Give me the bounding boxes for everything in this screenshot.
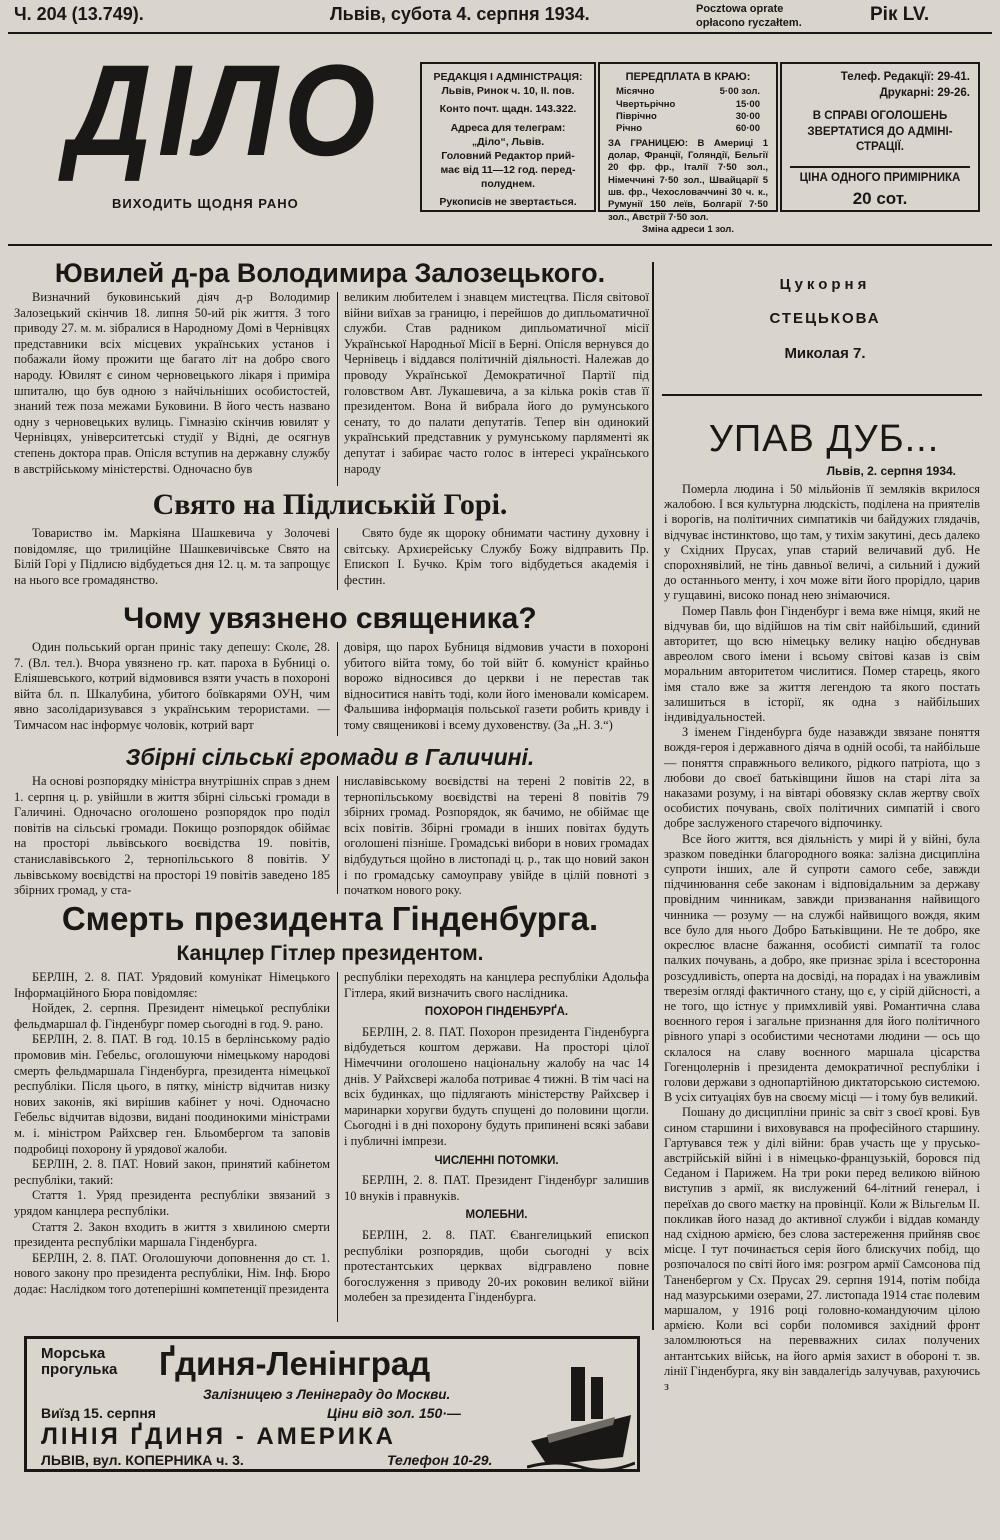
header-bottom-rule [8,244,992,246]
price-value: 20 сот. [852,189,908,209]
box-line: Головний Редактор прий- [441,149,575,162]
gromady-col-1 [14,774,330,898]
paragraph: БЕРЛІН, 2. 8. ПАТ. Похорон президента Гінденбурга відбудеться коштом держави. На просторі цілої Німеччини оголошено національну жалобу на час 14 днів. У Райхсвері жалоба потриває 4 тижні. В тім часі на всіх будинках, що підлягають міністерству Райхсвер і маринарки хоругви будуть спущені до половини щогли. Сьогодні і в дні похорону будуть припинені всякі забави і публичні імпрези. [344,1024,649,1148]
address-change: Зміна адреси 1 зол. [642,224,734,236]
rates-table [616,86,760,135]
sidebar-rule [662,394,982,396]
paragraph: З іменем Гінденбурга буде назавжди звязане поняття вождя-героя і державного діяча в одній особі, та найбільше — поняття справжнього великого, рідкого патріота, що з любови до своєї батьківщини йшов на старі літа за наказами розуму, і на вівтарі обовязку склав жертву своїх особистих почувань, своїх політичних симпатій і свого добре заслуженого старечого відпочинку. [664,725,980,831]
priest-col-2 [344,640,649,740]
volume-year: Рік LV. [870,4,930,25]
priest-title: Чому увязнено священика? [123,602,537,635]
ship-icon [527,1345,635,1469]
ad-route: Ґдиня-Ленінград [159,1345,431,1382]
pidlysky-col-2 [344,526,649,596]
zalozetsky-col-2 [344,290,649,490]
masthead: ДІЛО [66,38,382,184]
box-line: Львів, Ринок ч. 10, II. пов. [441,85,575,98]
rate-row [616,123,760,135]
zalozetsky-col-1 [14,290,330,490]
pidlysky-title: Свято на Підлиській Горі. [152,488,508,521]
phone-press: Друкарні: 29-26. [879,86,970,99]
abroad-rates: ЗА ГРАНИЦЕЮ: В Америці 1 долар, Франції, Голяндії, Бельгії 20 фр. фр., Італії 7·50 зол., Німеччині 7·50 зол., Швайцарії 5 шв. фр., Чехословаччині 30 ч. к., Румунії 150 леїв, Болгарії 7·50 зол., Австрії 7·50 зол. [608,137,768,223]
hindenburg-col-1 [14,970,330,1326]
postage-line-2: opłacono ryczałtem. [696,17,802,29]
section-head: ЧИСЛЕННІ ПОТОМКИ. [434,1154,559,1167]
rate-period: Чвертьрічно [616,98,676,110]
ad-rail: Залізницею з Ленінграду до Москви. [203,1387,451,1402]
box-line: полуднем. [481,178,535,191]
paragraph: Визначний буковинський діяч д-р Володимир Залозецький скінчив 18. липня 50-ий рік життя. З того приводу 27. м. м. зібралися в Народному Домі в Чернівцях представники всіх місцевих українських установ і побажали йому прожити ще багато літ на добро свого народу. Ювилят є сином черновецького лікаря і приміра шпиталю, що був одною з найчільніших особистостей, знаний теж поза межами Буковини. В його честь названо одну з черновецьких вулиць. Гімназію скінчив ювилят у Чернівцях, університетські студії у Відні, де осягнув степень доктора прав. Опісля вступив на державну службу в австрійському міністерстві. Одночасно був [14,290,330,476]
paragraph: Пошану до дисципліни приніс за світ з своєї крові. Був сином старшини і виховувався на професійного старшину. Гартувався теж у ділі війни: брав участь ще у прусько-австрійській війні і в німецько-французькій, боровся під Седаном і Парижем. На три роки перед великою війною виступив з армії, як вислужений 64-літний генерал, і переїхав до свого маєтку на провінції. Коли ж Вільгельм II. покликав його назад до активної служби і віддав команду над східною армією, без слова застереження прийняв своє місце. І тут починається серія його блискучих побід, що розпочалося по світі його імя: розгром армії Самсонова під Таненбергом у Сх. Прусах 29. серпня 1914, потім побіда над мазурськими озерами, 27. листопада 1914 стає полевим маршалом, у 1916 році головно-командуючим цілою армією. Коли всі сорби поломився західний фронт заломлюються на перевважних силах получених антантських військ, на його армія захист в обороні т. зв. лінії Гінденбурга, яку він завдалегідь залучував, рахуючись з [664,1105,980,1393]
column-rule [337,972,338,1322]
ad-phone: Телефон 10-29. [387,1452,493,1468]
price-label: ЦІНА ОДНОГО ПРИМІРНИКА [790,166,970,187]
zalozetsky-title: Ювилей д-ра Володимира Залозецького. [54,258,606,288]
issue-number: Ч. 204 (13.749). [14,4,144,24]
rate-row [616,111,760,123]
ad-cruise-2: прогулька [41,1361,118,1378]
cafe-ad-line-3: Миколая 7. [784,345,866,362]
paragraph: БЕРЛІН, 2. 8. ПАТ. Президент Гінденбург залишив 10 внуків і правнуків. [344,1173,649,1203]
section-head: ПОХОРОН ГІНДЕНБУРҐА. [424,1006,569,1019]
box-line: Рукописів не звертається. [439,196,577,209]
paragraph: Померла людина і 50 мільйонів її земляків вкрилося жалобою. І вся культурна людскість, поділена на приятелів і ворогів, на політичних симпатиків чи байдужих глядачів, відчуває інстинктово, що там, у тихім закутині, десь далеко у Східних Прусах, упав старий величавий дуб. Не спорохнявілий, не тінь давньої величі, а сильний і дужий до останнього менту, і хоч може віти його прорідло, царив у гущавині, високо понад нею знімаючися. [664,482,980,603]
paragraph: Нойдек, 2. серпня. Президент німецької республіки фельдмаршал ф. Гінденбург помер сьогодні в год. 9. рано. [14,1001,330,1031]
daily-note: ВИХОДИТЬ ЩОДНЯ РАНО [112,196,299,211]
column-rule [337,292,338,486]
hindenburg-subtitle: Канцлер Гітлер президентом. [176,942,484,965]
paragraph: Все його життя, вся діяльність у мирі й у війні, була зразком поведінки благородного вояка: залізна дисципліна супроти інших, але й супроти самого себе, завжди підчинювання себе законам і відповідальним за державу провідним чинникам, завжди призванання найвищого чинника — розуму — на службі найвищого вождя, яким все було для нього Добро Батьківщини. Не те добро, яке окреслює власне бажання, особисті симпатії та голос палких почувань, а добро, яке признає зріла і всесторонна розсудливість, оперта на досвіді, на порадах і на уважливім тверезім огляді фактичного стану, що є, у сірій дійсності, а не того, що істнує у примхливій уяві. Романтична слава воєнного героя і загальне признання для його політичного рівного упарі з особистими чеснотами людини — ось що склалося на славу воєнного маршала цісарства Гогенцолернів і президента демократичної республіки і голови держави з однопартійною диктаторською системою. В усіх ситуаціях був на своєму місці — і тому був великий. [664,831,980,1105]
place-date: Львів, субота 4. серпня 1934. [330,4,590,24]
ads-note: СТРАЦІЇ. [856,141,904,154]
ad-address: ЛЬВІВ, вул. КОПЕРНИКА ч. 3. [41,1452,244,1468]
column-rule [337,528,338,590]
editorial-box [420,62,596,212]
paragraph: Помер Павль фон Гінденбург і вема вже німця, який не відчував би, що відійшов на тім світ найбільший, єдиний авторитет, що всю німецьку велику націю обєднував авреолом свого імени і всьому світові казав із свім моральним авторитетом числитися. Помер старець, якого імя стало вже за життя легендою та якого постать залишиться в історії, як одна з найбільших індивідуальностей. [664,603,980,725]
oak-body [664,482,980,1534]
gromady-col-2 [344,774,649,898]
paragraph: Один польський орган приніс таку депешу: Сколє, 28. 7. (Вл. тел.). Вчора увязнено гр. кат. пароха в Бубниці о. Еліяшевського, котрий відмовився взяти участь в похороні війта бл. п. Шкалубина, убитого боївкарями ОУН, чим явно засолідаризувався з українським терористами. — Тимчасом нас інформує чоловік, котрий варт [14,640,330,732]
paragraph: На основі розпорядку міністра внутрішніх справ з днем 1. серпня ц. р. увійшли в життя збірні сільські громади в Галичині. Одночасно оголошено розпорядок про поділ повітів на сільські громади. Покищо розпорядок обіймає на просторі львівського воєвідства 19. повітів, станиславівського 2, тернопільського 8 повітів. У львівському воєвідстві на просторі 19 повітів заведено 185 збірних громад, у ста- [14,774,330,898]
box-line: має від 11—12 год. перед- [440,164,576,177]
rate-period: Місячно [616,86,655,98]
paragraph: довіря, що парох Бубниця відмовив участи в похороні убитого війта тому, бо той війт б. комуніст крайньо ворожо відносився до церкви і не перестав так відноситися навіть тоді, коли його іменовали комісарем. Фальшива інформація польської газети робить кривду і тому священикові і всему духовенству. (За „Н. З.“) [344,640,649,732]
rate-row [616,86,760,98]
box-line: Конто почт. щадн. 143.322. [439,103,577,116]
paragraph: Товариство ім. Маркіяна Шашкевича у Золочеві повідомляє, що трилиційне Шашкевичівське Свято на Білій Горі у Підлисю відбудеться дня 12. ц. м. та запрощує на нього все громадянство. [14,526,330,587]
ads-note: В СПРАВІ ОГОЛОШЕНЬ [812,110,948,123]
box-line: Адреса для телеграм: [450,121,566,134]
ads-note: ЗВЕРТАТИСЯ ДО АДМІНІ- [807,125,953,138]
paragraph: республіки переходять на канцлера республіки Адольфа Гітлера, який визначить свого наслідника. [344,970,649,1000]
rate-price: 60·00 [735,123,760,135]
paragraph: Стаття 2. Закон входить в життя з хвилиною смерти президента республіки маршала Гінденбурга. [14,1219,330,1250]
ad-price: Ціни від зол. 150·— [327,1405,461,1421]
header-rule [8,32,992,34]
pidlysky-col-1 [14,526,330,596]
column-rule [337,776,338,894]
paragraph: БЕРЛІН, 2. 8. ПАТ. Оголошуючи доповнення до ст. 1. нового закону про президента республіки, Нім. Інф. Бюро додає: Наслідком того дотеперішні компетенції президента [14,1250,330,1296]
oak-title: УПАВ ДУБ... [708,418,940,460]
paragraph: ниславівському воєвідстві на терені 2 повітів 22, в тернопільському воєвідстві на терені 8 повітів 79 збірних громад. Розпорядок, як бачимо, не обіймає ще всіх повітів. Збірні громади в інших повітах будуть оголошені пізніше. Громадські вибори в нових громадах відбудуться щойно в листопаді ц. р., так що новий закон і по громадську самоуправу увійде в цілій повноті з початком нового року. [344,774,649,898]
paragraph: великим любителем і знавцем мистецтва. Після світової війни виїхав за границю, і перейшов до дипльоматичної служби. Став радником дипльоматичної місії Української Народньої Місії в Берні. Опісля вернувся до Чернівець і віддався політичній діяльності. Належав до проводу Української Демократичної Партії під головством Авт. Лукашевича, а за кілька років став її президентом. Вона й вибрала його до румунського сенату, то до палати депутатів. Тепер він одинокий український представник у румунському парляменті як депутат і забирає часто голос в інтересі українського народу [344,290,649,476]
subscription-title: ПЕРЕДПЛАТА В КРАЮ: [625,71,751,83]
paragraph: БЕРЛІН, 2. 8. ПАТ. В год. 10.15 в берлінському радіо промовив мін. Гебельс, оголошуючи німецькому народові смерть фельдмаршала Гінденбурга, президента німецької республіки. Після цього, в пятку, міністр відчитав низку нових законів, які вирішив кабінет у ночі. Одночасно Гебельс відчитав відозви, видані поодинокими міністрами м. і. міністром Райхсвер ген. Бльомбергом та заповів подробиці похорону й урядової жалоби. [14,1032,330,1156]
priest-col-1 [14,640,330,740]
contact-box [780,62,980,212]
ad-line: ЛІНІЯ ҐДИНЯ - АМЕРИКА [41,1423,396,1450]
paragraph: Стаття 1. Уряд президента республіки звязаний з урядом канцлера республіки. [14,1188,330,1218]
rate-price: 30·00 [735,110,760,122]
ad-cruise-1: Морська [41,1345,106,1362]
ad-departure: Виїзд 15. серпня [41,1405,156,1421]
section-head: МОЛЕБНИ. [465,1209,528,1222]
hindenburg-col-2 [344,970,649,1326]
rate-price: 15·00 [735,98,760,110]
box-line: „Діло“, Львів. [471,135,545,148]
main-column-divider [652,262,654,1330]
phone-editorial: Телеф. Редакції: 29-41. [840,71,970,83]
cafe-ad-line-1: Цукорня [779,276,871,293]
paragraph: БЕРЛІН, 2. 8. ПАТ. Урядовий комунікат Німецького Інформаційного Бюра повідомляє: [14,970,330,1000]
gdynia-ad [24,1336,640,1472]
rate-row [616,99,760,111]
rate-period: Піврічно [616,110,657,122]
hindenburg-title: Смерть президента Гінденбурга. [61,900,599,937]
cafe-ad-line-2: СТЕЦЬКОВА [769,310,881,327]
gromady-title: Збірні сільські громади в Галичині. [125,744,535,770]
oak-dateline: Львів, 2. серпня 1934. [826,464,956,478]
postage-line-1: Pocztowa oprate [696,3,784,15]
paragraph: Свято буде як щороку обнимати частину духовну і світську. Архиєрейську Службу Божу відправить Пр. Епископ І. Бучко. Крім того відбудеться академія і фестин. [344,526,649,587]
paragraph: БЕРЛІН, 2. 8. ПАТ. Євангелицький епископ республіки розпорядив, щоби сьогодні у всіх протестантських церквах відгравлено повне богослуження з приводу 20-их роковин великої війни молебен за президента Гінденбурга. [344,1227,649,1305]
column-rule [337,642,338,736]
paragraph: БЕРЛІН, 2. 8. ПАТ. Новий закон, принятий кабінетом республіки, такий: [14,1157,330,1187]
rate-price: 5·00 зол. [719,86,760,98]
subscription-box [598,62,778,236]
rate-period: Річно [616,123,643,135]
box-line: РЕДАКЦІЯ І АДМІНІСТРАЦІЯ: [433,71,583,83]
